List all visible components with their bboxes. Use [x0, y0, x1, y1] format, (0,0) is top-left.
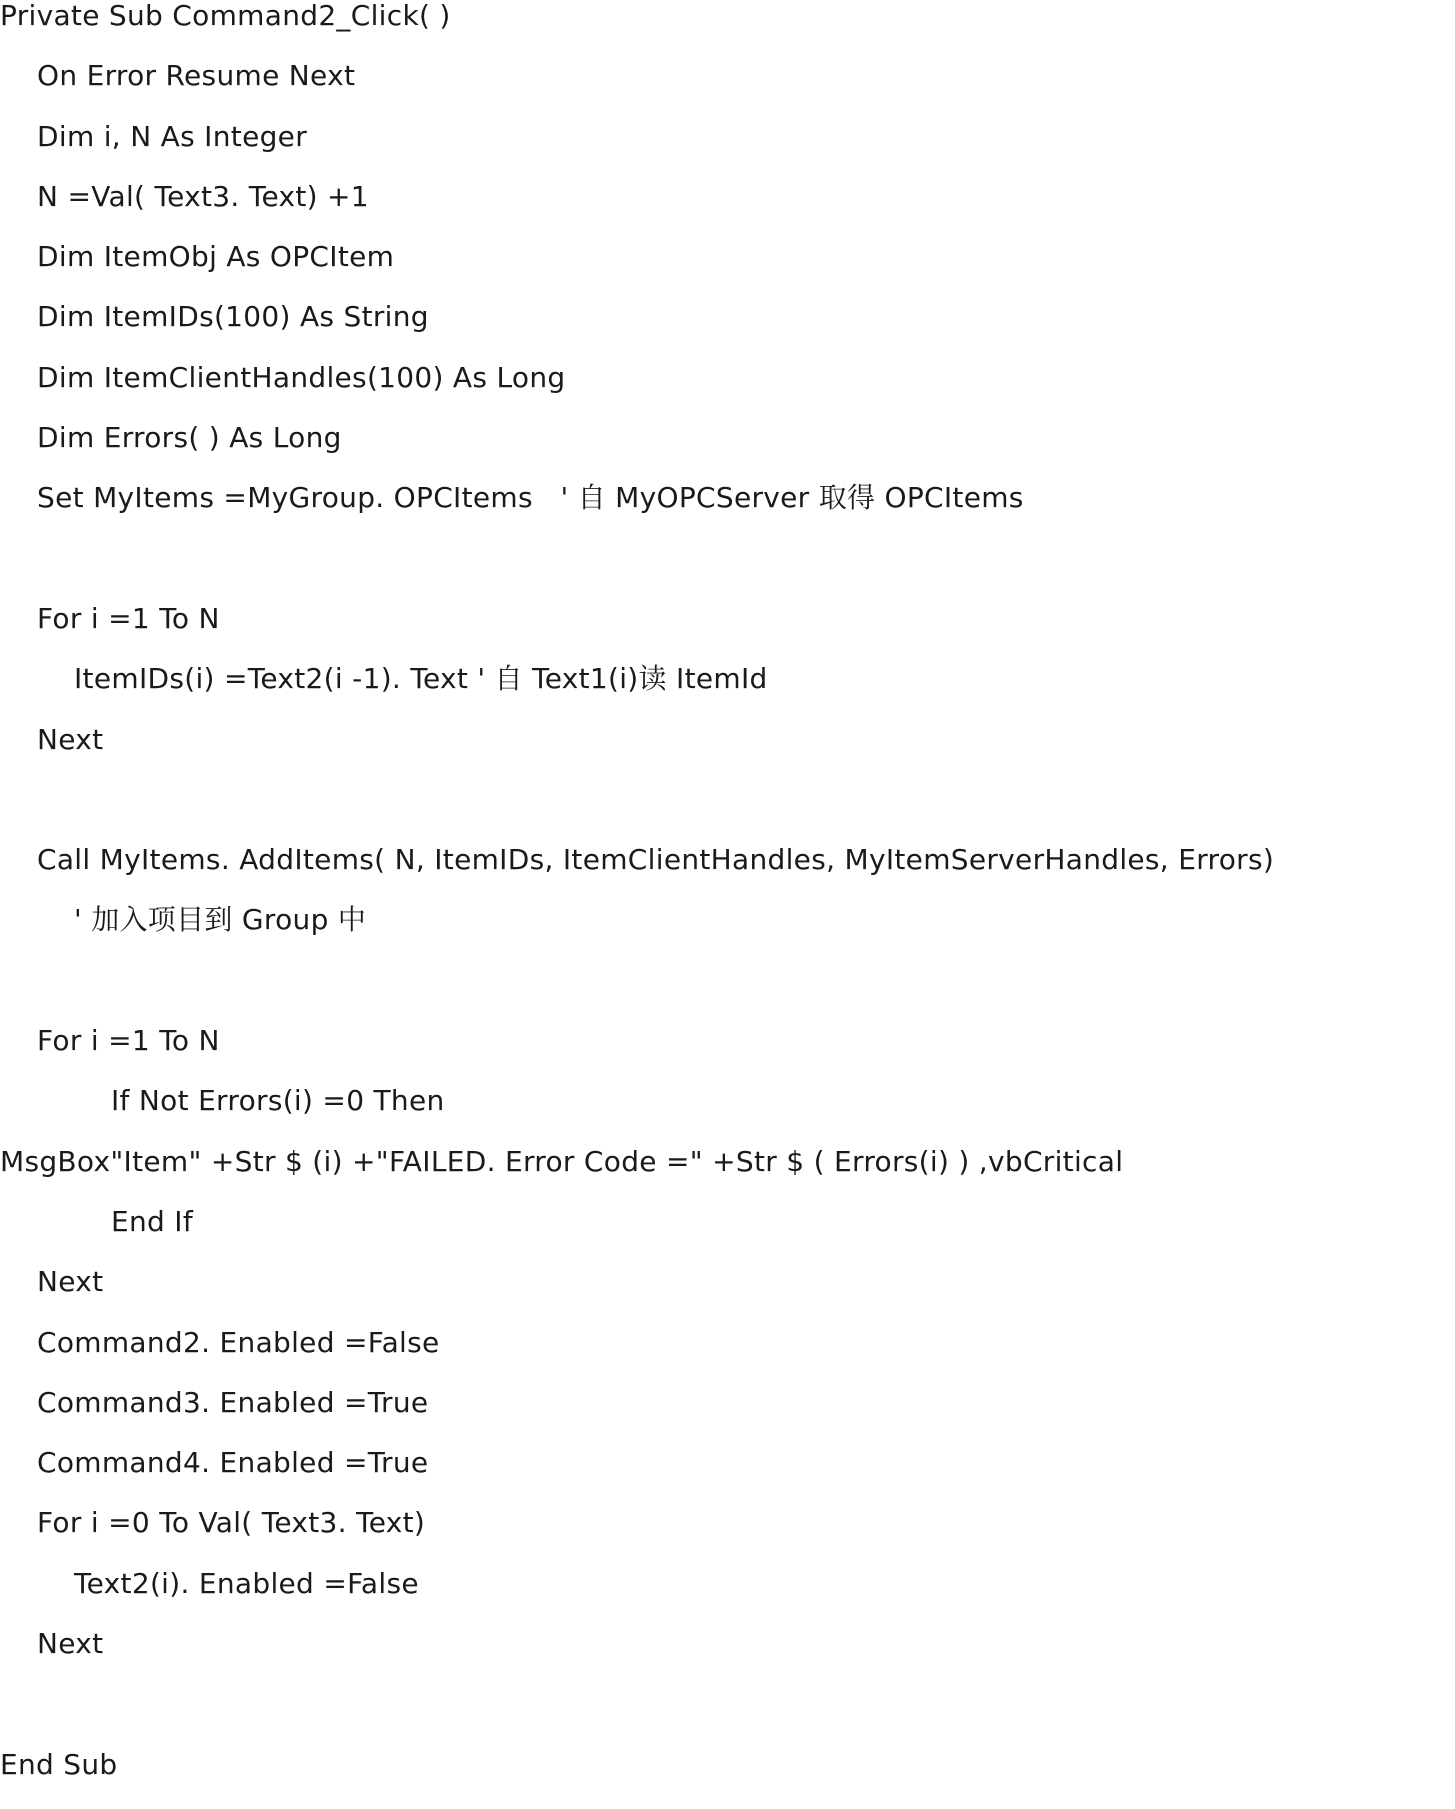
code-line: On Error Resume Next — [37, 59, 356, 93]
code-line: End Sub — [0, 1747, 118, 1781]
code-line: N =Val( Text3. Text) +1 — [37, 179, 369, 213]
code-line: Call MyItems. AddItems( N, ItemIDs, ItemClientHandles, MyItemServerHandles, Errors) — [37, 843, 1275, 877]
code-line: Dim i, N As Integer — [37, 119, 308, 153]
code-line: For i =1 To N — [37, 1024, 220, 1058]
code-line: ItemIDs(i) =Text2(i -1). Text ' 自 Text1(i)读 ItemId — [74, 662, 768, 696]
blank-line — [0, 1688, 1455, 1748]
code-line: Command3. Enabled =True — [37, 1385, 429, 1419]
code-line: MsgBox"Item" +Str $ (i) +"FAILED. Error Code =" +Str $ ( Errors(i) ) ,vbCritical — [0, 1144, 1124, 1178]
code-line: Next — [37, 722, 104, 756]
code-line: Command4. Enabled =True — [37, 1446, 429, 1480]
code-line: Next — [37, 1627, 104, 1661]
code-line: Dim ItemIDs(100) As String — [37, 300, 429, 334]
code-line: Dim Errors( ) As Long — [37, 421, 342, 455]
blank-line — [0, 543, 1455, 603]
code-line: Command2. Enabled =False — [37, 1325, 440, 1359]
code-line: Dim ItemClientHandles(100) As Long — [37, 360, 566, 394]
code-line: Text2(i). Enabled =False — [74, 1566, 419, 1600]
code-line: End If — [111, 1204, 194, 1238]
code-line: ' 加入项目到 Group 中 — [74, 903, 367, 937]
code-line: Dim ItemObj As OPCItem — [37, 240, 395, 274]
code-line: For i =1 To N — [37, 601, 220, 635]
code-line: If Not Errors(i) =0 Then — [111, 1084, 445, 1118]
blank-line — [0, 784, 1455, 844]
code-line: For i =0 To Val( Text3. Text) — [37, 1506, 426, 1540]
blank-line — [0, 965, 1455, 1025]
code-line: Next — [37, 1265, 104, 1299]
code-line: Set MyItems =MyGroup. OPCItems ' 自 MyOPCServer 取得 OPCItems — [37, 481, 1024, 515]
code-line: Private Sub Command2_Click( ) — [0, 0, 451, 32]
